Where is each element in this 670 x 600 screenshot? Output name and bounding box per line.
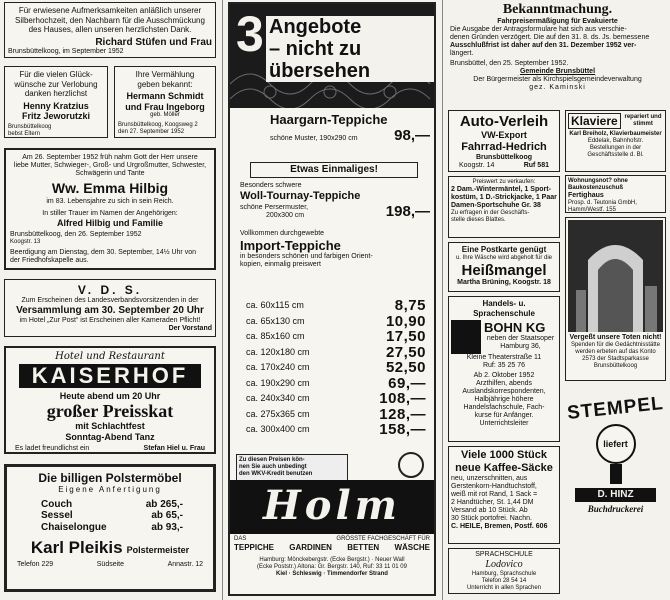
price-value: 158,— (379, 421, 426, 438)
bekanntmachung-notice (450, 2, 665, 106)
polster-name: Karl Pleikis (30, 538, 123, 557)
offer-import-desc: in besonders schönen und farbigen Orient- (240, 253, 373, 260)
holm-headline-panel (236, 6, 432, 96)
polster-ad (4, 464, 216, 592)
wohnung-address: Hamm/Westf. 155 (568, 207, 616, 213)
price-row (230, 314, 434, 330)
ad-text-line: geben bekannt: (137, 79, 193, 89)
sprach-phone: Telefon 28 54 14 (481, 577, 527, 584)
holm-headline: Angebote (269, 16, 362, 38)
polster-item: Couch ab 265,- (41, 498, 183, 510)
obituary-address: Koogstr. 13 (10, 238, 41, 245)
price-row (230, 391, 434, 407)
preiswert-verkauf-ad (448, 176, 560, 238)
verkauf-item: Damen-Sportschuhe Gr. 38 (451, 202, 541, 209)
notice-authority: Der Bürgermeister als Kirchspielsgemeindeverwaltung (473, 76, 642, 83)
price-row (230, 422, 434, 438)
price-row (230, 329, 434, 345)
ad-text-line: wünsche zur Verlobung (14, 79, 98, 89)
holm-logo-panel (230, 480, 434, 534)
offer-import-desc: kopien, einmalig preiswert (240, 261, 321, 268)
klaviere-order: Geschäftsstelle d. Bl. (587, 152, 644, 158)
polster-title: Die billigen Polstermöbel (38, 471, 182, 485)
obituary-funeral: Beerdigung am Dienstag, dem 30. September, 14½ Uhr von (10, 248, 196, 256)
price-row (230, 407, 434, 423)
obituary-text: liebe Mutter, Schwieger-, Groß- und Urgroßmutter, Schwester, (13, 162, 207, 169)
polster-item: Chaiselongue ab 93,- (41, 521, 183, 533)
offer-haargarn-title: Haargarn-Teppiche (270, 112, 388, 127)
einmalig-label: Etwas Einmaliges! (250, 162, 418, 178)
bohn-phone: Ruf: 35 25 76 (482, 362, 526, 369)
sprach-address: Hamburg, Sprachschule (471, 570, 537, 577)
holm-headline: übersehen (269, 60, 371, 82)
ad-name: Henny Kratzius (23, 100, 89, 111)
price-value: 27,50 (385, 343, 426, 361)
obituary-name: Ww. Emma Hilbig (51, 180, 169, 196)
holm-categories: TEPPICHE GARDINEN BETTEN WÄSCHE (234, 543, 430, 552)
price-size: ca. 275x365 cm (246, 408, 310, 419)
heissmangel-owner: Martha Brüning, Koogstr. 18 (457, 278, 551, 286)
price-list (230, 298, 434, 438)
offer-import-title: Import-Teppiche (240, 238, 341, 253)
auto-address: Koogstr. 14 (459, 161, 495, 169)
price-row (230, 298, 434, 314)
wedding-announcement-ad (114, 66, 216, 138)
heissmangel-ad (448, 242, 560, 292)
toten-text: werden erbeten auf das Konto (575, 349, 656, 355)
price-size: ca. 120x180 cm (246, 346, 310, 357)
stamp-icon (586, 424, 646, 488)
bohn-location: neben der Staatsoper (486, 335, 555, 342)
wohnung-company: Prosp. d. Teutonia GmbH, (568, 200, 637, 206)
ad-name: Fritz Jeworutzki (21, 111, 90, 121)
notice-title: Bekanntmachung. (502, 2, 613, 17)
auto-place: Brunsbüttelkoog (476, 153, 532, 161)
toten-text: 2573 der Stadtsparkasse (582, 356, 649, 362)
stempel-liefert: liefert (603, 438, 628, 449)
toten-memorial-ad (565, 217, 666, 381)
polster-phone: Telefon 229 (17, 561, 54, 568)
price-size: ca. 190x290 cm (246, 377, 310, 388)
bohn-logo-icon (451, 320, 481, 354)
obituary-place: Brunsbüttelkoog, den 26. September 1952 (10, 230, 142, 238)
toten-text: Brunsbüttelkoog (593, 363, 638, 369)
column-divider (222, 0, 223, 600)
sprach-name: Lodovico (485, 559, 523, 570)
polster-role: Polstermeister (126, 545, 190, 555)
notice-authority: Gemeinde Brunsbüttel (519, 68, 596, 75)
polster-item: Sessel ab 65,- (41, 510, 183, 521)
saecke-title: Viele 1000 Stück (460, 449, 548, 461)
saecke-text: 2 Handtücher, St. 1,44 DM (451, 499, 534, 506)
offer-tournay-desc: schöne Persermuster, (240, 203, 309, 211)
obituary-text: im 83. Lebensjahre zu sich in sein Reich. (46, 198, 174, 205)
price-size: ca. 65x130 cm (246, 315, 305, 326)
verkauf-item: kostüm, 1 D.-Strickjacke, 1 Paar (451, 194, 557, 201)
heissmangel-intro: Eine Postkarte genügt (461, 245, 547, 254)
wkv-seal-icon (398, 452, 424, 478)
stempel-subtitle: Buchdruckerei (587, 503, 644, 514)
offer-tournay-title: Woll-Tournay-Teppiche (240, 190, 361, 202)
obituary-text: Am 26. September 1952 früh nahm Gott der Herr unsere (22, 154, 198, 161)
saecke-title: neue Kaffee-Säcke (455, 462, 553, 474)
bohn-heading: Handels- u. Sprachenschule (473, 299, 535, 318)
price-value: 8,75 (394, 297, 426, 314)
saecke-text: Gerstenkorn-Handtuchstoff, (451, 483, 537, 490)
notice-text: Die Ausgabe der Antragsformulare hat sich aus verschie- (450, 26, 627, 33)
notice-text: Ausschlußfrist ist daher auf den 31. Dezember 1952 ver- (450, 42, 637, 49)
notice-text: längert. (450, 50, 474, 57)
polster-subtitle: Eigene Anfertigung (58, 485, 162, 494)
price-value: 69,— (388, 374, 426, 392)
price-value: 128,— (379, 405, 426, 423)
bohn-course-text: Halbjährige höhere (474, 396, 534, 403)
offer-haargarn-desc: schöne Muster, 190x290 cm (270, 135, 358, 142)
vds-meeting: Versammlung am 30. September 20 Uhr (16, 305, 204, 316)
verkauf-info: stelle dieses Blattes. (451, 217, 506, 223)
bohn-address: Kleine Theaterstraße 11 (466, 354, 542, 361)
stempel-ad (565, 390, 666, 540)
klaviere-order: Bestellungen in der (589, 145, 642, 151)
vds-text: Zum Erscheinen des Landesverbandsvorsitzenden in der (21, 297, 199, 304)
notice-subtitle: Fahrpreisermäßigung für Evakuierte (497, 18, 618, 25)
klaviere-address: Eddelak, Bahnhofstr. (587, 138, 644, 144)
auto-subtitle: VW-Export (481, 130, 527, 140)
bohn-course-text: Handelsfachschule, Fach- (463, 404, 545, 411)
engagement-thanks-ad (4, 66, 108, 138)
heissmangel-text: u. Ihre Wäsche wird abgeholt für die (455, 254, 553, 261)
vds-signature: Der Vorstand (168, 324, 212, 332)
verkauf-text: Preiswert zu verkaufen: (472, 179, 536, 185)
holm-carpet-ad (228, 2, 436, 596)
price-row (230, 376, 434, 392)
price-value: 52,50 (385, 359, 426, 376)
vds-text: im Hotel „Zur Post“ ist Erscheinen aller Kameraden Pflicht! (19, 316, 201, 324)
bohn-course-text: Ab 2. Oktober 1952 (473, 372, 535, 379)
memorial-image (568, 220, 663, 332)
price-size: ca. 170x240 cm (246, 362, 310, 372)
klaviere-name: Karl Breiholz, Klavierbaumeister (569, 131, 662, 137)
column-divider (442, 0, 443, 600)
kaiserhof-event-sub: mit Schlachtfest (75, 421, 145, 431)
ad-text-line: Ihre Vermählung (135, 70, 195, 79)
notice-date: Brunsbüttel, den 25. September 1952. (450, 60, 569, 67)
bohn-location: Hamburg 36, (500, 343, 541, 350)
bohn-name: BOHN KG (484, 320, 546, 335)
polster-area: Südseite (96, 561, 125, 568)
offer-import-pre: Vollkommen durchgewebte (240, 230, 325, 237)
wohnungsnot-ad (565, 175, 666, 213)
saecke-seller: C. HEILE, Bremen, Postf. 606 (451, 523, 548, 530)
auto-verleih-ad (448, 110, 560, 172)
holm-logo: Holm (263, 482, 401, 529)
ad-signature: Richard Stüfen und Frau (95, 36, 212, 48)
klaviere-title: Klaviere (568, 113, 621, 129)
stempel-title: STEMPEL (566, 393, 665, 425)
auto-title: Auto-Verleih (459, 113, 549, 130)
credit-note: Zu diesen Preisen kön- nen Sie auch unbedingt den WKV-Kredit benutzen (236, 454, 348, 481)
auto-phone: Ruf 581 (523, 161, 549, 169)
ad-text-line: Für die vielen Glück- (19, 70, 93, 79)
ad-date: den 27. September 1952 (118, 129, 185, 135)
ad-name: Hermann Schmidt (126, 91, 204, 101)
price-value: 17,50 (385, 328, 426, 345)
price-size: ca. 300x400 cm (246, 424, 310, 434)
price-size: ca. 85x160 cm (246, 331, 305, 341)
holm-address: (Ecke Poststr.) Altona: Gr. Bergstr. 140, Ruf: 33 11 01 09 (257, 563, 407, 570)
offer-haargarn-price: 98,— (394, 127, 430, 144)
price-value: 10,90 (385, 312, 426, 330)
price-row (230, 360, 434, 376)
ad-name: und Frau Ingeborg (125, 101, 205, 112)
price-row (230, 345, 434, 361)
ad-place-date: Brunsbüttelkoog, im September 1952 (8, 48, 124, 55)
holm-address: Hamburg: Mönckebergstr. (Ecke Bergstr.) · Neuer Wall (259, 556, 405, 563)
verkauf-info: Zu erfragen in der Geschäfts- (451, 210, 530, 216)
wohnung-product: Fertighaus (568, 192, 604, 199)
kaiserhof-event: großer Preisskat (46, 401, 174, 421)
holm-tagline: DAS GRÖSSTE FACHGESCHÄFT FÜR (234, 536, 430, 542)
bohn-course-text: Arzthilfen, abends (475, 380, 533, 387)
obituary-text: Schwägerin und Tante (75, 170, 145, 177)
kaiserhof-ad (4, 346, 216, 454)
kaiserhof-dance: Sonntag-Abend Tanz (65, 431, 155, 442)
klaviere-ad (565, 110, 666, 172)
obituary-family: Alfred Hilbig und Familie (56, 218, 163, 228)
saecke-text: 30 Stück portofrei. Nachn. (451, 515, 532, 522)
bohn-course-text: kurse für Anfänger. (474, 412, 534, 419)
bohn-school-ad (448, 296, 560, 442)
ad-note: geb. Möller (150, 112, 180, 118)
klaviere-service: repariert und stimmt (624, 114, 662, 127)
bohn-course-text: Unterrichtsleiter (479, 420, 529, 427)
offer-tournay-price: 198,— (385, 203, 430, 220)
kaiserhof-host: Stefan Hiel u. Frau (143, 445, 205, 452)
sprachschule-ad (448, 548, 560, 594)
notice-text: denen Gründen verzögert. Die auf den 31. 8. ds. Js. bemessene (450, 34, 650, 41)
toten-text: Spenden für die Gedächtnisstätte (570, 342, 661, 348)
price-size: ca. 240x340 cm (246, 393, 310, 403)
holm-headline: – nicht zu (269, 38, 362, 60)
holm-branches: Kiel · Schleswig · Timmendorfer Strand (276, 570, 388, 577)
saecke-text: Versand ab 10 Stück. Ab (451, 507, 528, 514)
toten-title: Vergeßt unsere Toten nicht! (569, 334, 662, 341)
stempel-company: D. HINZ (575, 488, 656, 502)
obituary-funeral: der Friedhofskapelle aus. (10, 256, 89, 264)
price-value: 108,— (379, 390, 426, 407)
price-size: ca. 60x115 cm (246, 300, 304, 310)
polster-address: Annastr. 12 (167, 561, 203, 568)
offer-tournay-size: 200x300 cm (266, 211, 305, 219)
sprach-text: Unterricht in allen Sprachen (466, 584, 542, 591)
kaiserhof-invite: Es ladet freundlichst ein (15, 445, 90, 452)
kaiserhof-time: Heute abend um 20 Uhr (59, 390, 161, 401)
bohn-course-text: Auslandskorrespondenten, (462, 388, 546, 395)
ad-place: Brunsbüttelkoog, Koogsweg 2 (118, 122, 198, 128)
notice-signature: gez. Kaminski (529, 84, 586, 91)
verkauf-item: 2 Dam.-Wintermäntel, 1 Sport- (451, 186, 551, 193)
ad-note: bebst Eltern (8, 130, 41, 137)
ad-text-line: Für erwiesene Aufmerksamkeiten anläßlich unserer (18, 6, 202, 15)
kaiserhof-logo: KAISERHOF (19, 364, 201, 388)
heissmangel-title: Heißmangel (461, 261, 547, 279)
ad-text-line: des Hauses, allen unseren herzlichsten Dank. (28, 25, 192, 34)
vds-meeting-ad (4, 279, 216, 337)
wohnung-text: Wohnungsnot? ohne Baukostenzuschuß (568, 178, 628, 191)
holm-number: 3 (236, 6, 264, 62)
sprach-title: SPRACHSCHULE (475, 551, 533, 558)
kaffee-saecke-ad (448, 446, 560, 544)
saecke-text: neu, unzerschnitten, aus (451, 475, 528, 482)
vds-title: V. D. S. (77, 283, 143, 297)
ad-text-line: Silberhochzeit, den Nachbarn für die Ausschmückung (15, 15, 205, 25)
ad-place: Brunsbüttelkoog (8, 123, 52, 130)
auto-company: Fahrrad-Hedrich (461, 140, 547, 153)
ad-text-line: danken herzlichst (24, 89, 88, 98)
obituary-text: In stiller Trauer im Namen der Angehörigen: (42, 210, 178, 217)
thanks-silver-wedding-ad (4, 2, 216, 58)
offer-tournay-pre: Besonders schwere (240, 182, 302, 189)
kaiserhof-subtitle: Hotel und Restaurant (55, 351, 165, 362)
saecke-text: weiß mit rot Rand, 1 Sack = (451, 491, 538, 498)
obituary-ad (4, 148, 216, 270)
